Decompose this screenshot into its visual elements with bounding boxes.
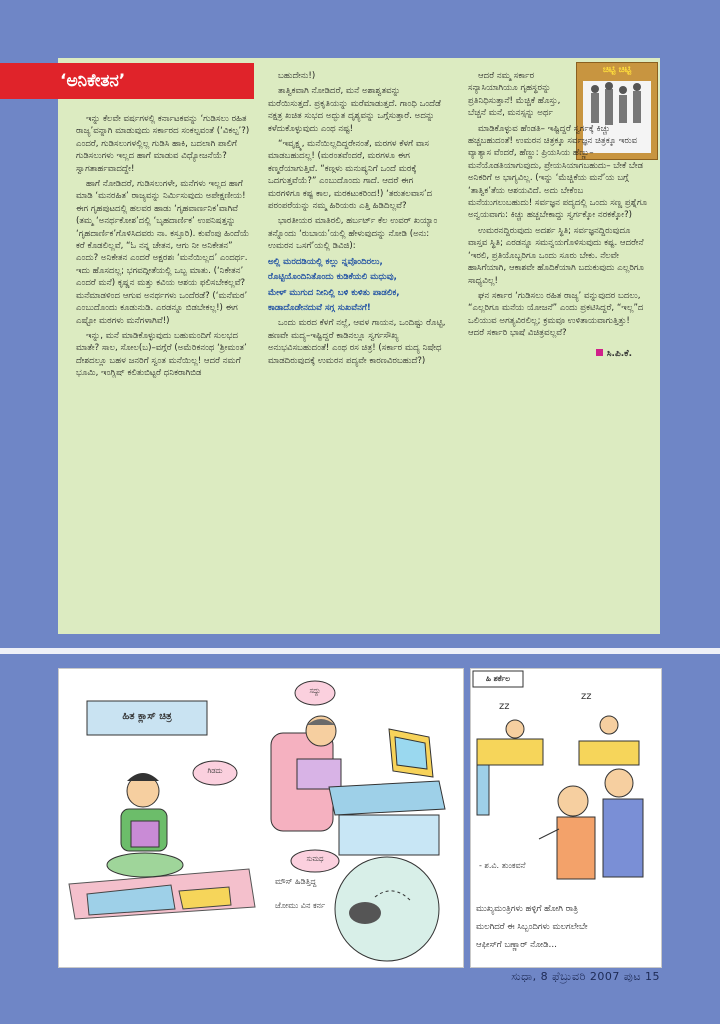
poem-line: ಅಲ್ಲಿ ಮರದಡಿಯಲ್ಲಿ ಕಲ್ಲು ನ್ನವೊಂದಿರಲು, (268, 256, 383, 267)
badge-label: ಚಿಟ್ಟಿ ಚಿಟ್ಟಿ (602, 65, 632, 75)
paragraph: ತಾತ್ವಿಕವಾಗಿ ನೋಡಿದರೆ, ಮನೆ ಅಶಾಶ್ವತವನ್ನು ಮರೆಯಿಸುತ್ತದೆ. ಪ್ರಕೃತಿಯನ್ನು ಮರೆಮಾಡುತ್ತದೆ. ಗಾಂಧಿ ಒಂದೆಡೆ ನಕ್ಷತ್ರ ಖಚಿತ ಸುಭದ ಅದ್ಭುತ ದೃಶ್ಯವನ್ನು ಒಗ್ಗೆಸುತ್ತಾರೆ. ಅದನ್ನು ಕಳೆದುಕೊಳ್ಳುವುದು ಎಂಥ ನಷ್ಟ! (268, 86, 441, 134)
svg-text:zz: zz (581, 691, 592, 702)
artist-signature: - ಶ.ವಿ. ತುಂಕವನೆ (479, 861, 526, 870)
poem-line: ರೊಟ್ಟಿಯೊಂದಿನಿತೊಂದು ಕುಡಿಕೆಯಲಿ ಮಧುವು, (268, 272, 397, 283)
paragraph: ಇನ್ನು, ಮನೆ ಮಾಡಿಕೊಳ್ಳುವುದು ಬಹುಮಂದಿಗೆ ಸುಲಭದ ಮಾತೇ? ಸಾಲ, ಸೋಲ(ಬ)–ವಗ್ಗೆರೆ (ಅಮೆರಿಕನಂಥ ‘ಶ್ರೀಮಂತ’ ದೇಶದಲ್ಲೂ ಬಹಳ ಜನರಿಗೆ ಸ್ವಂತ ಮನೆಯಿಲ್ಲ! ಆದರೆ ನಮಗೆ ಭೂಮಿ, ಇಂಗ್ಲಿಷ್ ಕಲಿತುಬಿಟ್ಟರೆ ಧನಿಕರಾಗಿಬಿಡ (76, 330, 247, 379)
paragraph: ಹಾಗೆ ನೋಡಿದರೆ, ಗುಡಿಸಲುಗಳೇ, ಮನೆಗಳು ಇಲ್ಲದ ಹಾಗೆ ಮಾಡಿ ‘ಮನರಹಿತ’ ರಾಜ್ಯವನ್ನು ನಿರ್ಮಿಸುವುದು ಅಪೇಕ್ಷಣೀಯ! ಈಗ ಗೃಹಪುಟದಲ್ಲಿ ಹಲವರ ಹಾಡು ‘ಗೃಹವಾರ್ಣನಿಕ’ವಾಗಿವೆ (ತಮ್ಮ ‘ಅನರ್ಥಕೋಶ’ದಲ್ಲಿ ‘ಬೃಹದಾರ್ಣಿಕ’ ಉಪನಿಷತ್ತನ್ನು ‘ಗೃಹದಾರ್ಣಿಕ’ಗೊಳಿಸಿದವರು ನಾ. ಕಸ್ತೂರಿ). ಕುವೆಂಪು ಹಿಂದೆಯೆ ಕರೆ ಕೊಡಲಿಲ್ಲವೆ, “ಓ ನನ್ನ ಚೇತನ, ಆಗು ನೀ ಅನಿಕೇತನ” ಎಂದು? ಅನಿಕೇತನ ಎಂದರೆ ಅಕ್ಷರಶಃ ‘ಮನೆಯಿಲ್ಲದ’ ಎಂದರ್ಥ. ಇದು ಹೊಸದಲ್ಲ; ಭಗವದ್ಗೀತೆಯಲ್ಲಿ ಒಬ್ಬ ಮಾತು. (‘ನಿಕೇತನ’ ಎಂದರೆ ಮನೆ) ಕೃಷ್ಣನ ಮತ್ತು ಕವಿಯ ಆಶಯ ಫಲಿಸಬೇಕಲ್ಲವೆ? ಮನೆಮಾಡಳಿಂದ ಆಗುವ ಅನರ್ಥಗಳು ಒಂದೆರಡೆ? (‘ಮನೆಮಠ’ ಎಂಬುದೊಂದು ಕೂಡುನುಡಿ. ಎರಡನ್ನೂ ಬಿಡಬೇಕಲ್ಲ!) ಈಗ ಎಷ್ಟೋ ಮಠಗಳು ಮನೆಗಳಾಗಿವೆ!) (76, 179, 250, 326)
paragraph: ಮಾಡಿಕೊಳ್ಳುವ ಹೆಂಡತಿ– ಇಷ್ಟಿದ್ದರೆ ಸ್ವರ್ಗಕ್ಕೆ ಕಿಚ್ಚು ಹಚ್ಚಬಹುದಂತೆ! ಉಮರನ ಚಿತ್ರಕ್ಕೂ ಸರ್ವಜ್ಞನ ಚಿತ್ರಕ್ಕೂ ಇರುವ ವ್ಯಾತ್ಯಾಸ ವೆಂದರೆ, ಹೆಣ್ಣು: ಪ್ರಿಯಸಿಯ ಹೆಣ್ಣು– ಮನೆಯೊಡತಿಯಾಗುವುದು, ಪ್ರೇಯಸಿಯಾಗಬಹುದು– ಬೇಕೆ ಬೇಡ ಅನಿಕರಿಗೆ ಅ ಭಾಗ್ಯವಿಲ್ಲ. (ಇನ್ನು ‘ಮೆಚ್ಚಿಕೆಯ ಮನೆ’ಯ ಬಗ್ಗೆ ‘ತಾತ್ವಿಕ’ತೆಯ ಆಶಯವಿದೆ. ಅದು ಬೇಕೆಂಬ ಮನೆಯುಗಲುಬಹುದು! ಸರ್ವಜ್ಞನ ಪದ್ಯದಲ್ಲಿ ಒಂದು ಸಣ್ಣ ಪ್ರಶ್ನೆಗೂ ಅನ್ವಯವಾಗು: ಕಿಚ್ಚು ಹಚ್ಚಬೇಕಾದ್ದು ಸ್ವರ್ಗಕ್ಕೋ ನರಕಕ್ಕೋ?) (468, 123, 648, 221)
poem-line: ಕಾಡಾದೊಡೇನದುವೆ ಸಗ್ಗ ಸುಖವೆನಗೆ! (268, 302, 371, 313)
paragraph: ಒಂದು ಮರದ ಕೆಳಗೆ ನಲ್ಲೆ, ಆವಳ ಗಾಯನ, ಒಂದಿಷ್ಟು ರೊಟ್ಟಿ, ಹಣವೇ ಮದ್ಯ–ಇಷ್ಟಿದ್ದರೆ ಕಾಡಿನಲ್ಲೂ ಸ್ವರ್ಗಸೌಖ್ಯ ಅನುಭವಿಸಬಹುದಂತೆ! ಎಂಥ ರಸ ಚಿತ್ರ! (ಸರ್ಕಾರ ಮದ್ಯ ನಿಷೇಧ ಮಾಡದಿರುವುದಕ್ಕೆ ಉಮರನ ಪದ್ಯವೇ ಕಾರಣವಿರಬಹುದೆ?) (268, 318, 446, 366)
poem-line: ಮೇಳ್ ಮುಗುದ ನೀನಿಲ್ಲಿ ಬಳಿ ಕುಳಿತು ಪಾಡಲಿಕ, (268, 287, 400, 298)
cartoon-label-bottom: ಜೋಮು ವಿನ ಕರ್ನ (275, 901, 326, 910)
divider (0, 648, 720, 654)
caption-line: ಮುಖ್ಯಮಂತ್ರಿಗಳು ಹಳ್ಳಿಗೆ ಹೋಗಿ ರಾತ್ರಿ (476, 904, 578, 914)
paragraph: ಬಹುದೇನು!) (278, 71, 316, 81)
svg-text:zz: zz (499, 701, 510, 712)
signature (468, 348, 648, 360)
signature-text: ಸಿ.ಪಿ.ಕೆ. (606, 348, 632, 359)
cartoon-caption (476, 900, 656, 954)
cartoon-banner: ಹಿತ ಕ್ಲಾಸ್ ಚಿತ್ರ (122, 711, 172, 722)
caption-line: ಆಫೀಸ್‌ಗೆ ಬಣ್ಣಾರ್ ನೋಡಿ… (476, 940, 557, 950)
speech-bubble-oval: ಸುಮಧ (306, 855, 324, 863)
cartoon-label-mouse: ಮೌಸ್ ಹಿಡಿತ್ತಿದ್ದ (275, 877, 317, 886)
narrow-block (468, 70, 574, 120)
speech-bubble-left: ಗಿಡದು (207, 767, 223, 775)
paragraph: ಆದರೆ ನಮ್ಮ ಸರ್ಕಾರ ಸನ್ಯಾಸಿಯಾಗಿಯೂ ಗೃಹಸ್ಥರನ್ನು ಪ್ರತಿನಿಧಿಸುತ್ತಾನೆ! ಮೆಚ್ಚಿಕೆ ಹೊಸ್ತು, ಬೆಚ್ಚನೆ ಮನೆ, ಮನಸ್ಸನ್ನು ಅರ್ಥ (468, 71, 561, 119)
paragraph: “ಇವೃಕ್ಷ್ಮ, ಮನೆಯಿಲ್ಲದಿದ್ದರೇನಂತೆ, ಮರಗಳ ಕೆಳಗೆ ವಾಸ ಮಾಡಬಹುದಲ್ಲ! (ಮರಂತವೆಂದರೆ, ಮರಗಳೂ ಈಗ ಕಣ್ಮರೆಯಾಗುತ್ತಿವೆ. “ಕಣ್ಗಳು ಮನುಷ್ಯನಿಗೆ ಒಂದೆ ಮರಕ್ಕೆ ಒದಗುತ್ತವೆಯೆ?” ಎಂಬುದೊಂದು ಗಾದೆ. ಆದರೆ ಈಗ ಮರಗಳಿಗೂ ಕಷ್ಟ ಕಾಲ, ಮರಕಟುಕರಿಂದ!) ‘ತರುತಲವಾಸ’ದ ಪರಂಪರೆಯನ್ನು ನಮ್ಮ ಹಿರಿಯರು ಎತ್ತಿ ಹಿಡಿದಿಲ್ಲವೆ? (268, 139, 433, 212)
paragraph: ಭಾರತೀಯರ ಮಾತಿರಲಿ, ಹರ್ಬರ್ಟ್ ಕೆಲ ಉವರ್ ಖಯ್ಯಾಂ ತನ್ನೊಂದು ‘ರುಬಾಯ’ಯಲ್ಲಿ ಹೇಳುವುದನ್ನು ನೋಡಿ (ಅನು: ಉಮರನ ಒಸಗೆ’ಯಲ್ಲಿ ಡಿವಿಜಿ): (268, 216, 438, 252)
paragraph: ಘನ ಸರ್ಕಾರ ‘ಗುಡಿಸಲು ರಹಿತ ರಾಜ್ಯ’ ವನ್ನುವುದರ ಬದಲು, “ಎಲ್ಲರಿಗೂ ಮನೆಯ ಯೋಜನೆ” ಎಂದು ಪ್ರಕಟಿಸಿದ್ದರೆ, “ಇಲ್ಲ”ದ ಒಲಿಯುವ ಅಗತ್ಯವಿರಲಿಲ್ಲ; ಕ್ರಮವೂ ಉಳಿತಾಯವಾಗುತ್ತಿತ್ತು! ಆದರೆ ಸರ್ಕಾರಿ ಭಾಷೆ ವಿಚಿತ್ರವಲ್ಲವೆ? (468, 290, 644, 339)
paragraph: ಉಮರನದ್ದಿರುವುದು ಅದರ್ಶ ಸ್ಥಿತಿ; ಸರ್ವಜ್ಞನದ್ದಿರುವುದೂ ವಾಸ್ತವ ಸ್ಥಿತಿ; ಎರಡನ್ನೂ ಸಮನ್ವಯಗೊಳಿಸುವುದು ಕಷ್ಟ. ಆದರೇನೆ ‘ಇರಲಿ, ಪ್ರತಿಯೊಬ್ಬರಿಗೂ ಒಂದು ಸೂರು ಬೇಕು. ನೆಲವೇ ಹಾಸಿಗೆಯಾಗಿ, ಆಕಾಶವೇ ಹೊದಿಕೆಯಾಗಿ ಬದುಕುವುದು ಎಲ್ಲರಿಗೂ ಸಾಧ್ಯವಿಲ್ಲ! (468, 225, 645, 286)
cartoon-panel-left (58, 668, 464, 968)
page-footer: ಸುಧಾ, 8 ಫೆಬ್ರುವರಿ 2007 ಪುಟ 15 (511, 970, 660, 983)
paragraph: ಇನ್ನು ಕೆಲವೇ ವರ್ಷಗಳಲ್ಲಿ ಕರ್ನಾಟಕವನ್ನು ‘ಗುಡಿಸಲು ರಹಿತ ರಾಜ್ಯ’ವನ್ನಾಗಿ ಮಾಡುವುದು ಸರ್ಕಾರದ ಸಂಕಲ್ಪವಂತೆ (‘ವಿಕಲ್ಪ’?) ಎಂದರೆ, ಗುಡಿಸಲುಗಳಲ್ಲಿಲ್ಲ ಗುಡಿಸಿ ಹಾಕಿ, ಬದಲಾಗಿ ಪಾಲಿಗೆ ಗುಡಿಸಲುಗಳು ಇಲ್ಲದ ಹಾಗೆ ಮಾಡುವ ವಿಧ್ಯೋಜನೆಯೆ? ಸ್ವಾಗತಾರ್ಹವಾದದ್ದೇ! (76, 114, 250, 174)
caption-line: ಮಲಗಿದರೆ ಈ ಸಿಬ್ಬಂದಿಗಳು ಮಲಗಲೇಬೇ (476, 922, 588, 932)
column-3 (468, 70, 648, 360)
speech-bubble-top: ಸದ್ದು (309, 687, 321, 695)
column-1 (76, 113, 250, 383)
article-title: ‘ಅನಿಕೇತನ’ (0, 63, 254, 99)
cartoon-banner: ಹಿ ಶರ್ಕೆಲ (485, 674, 511, 683)
square-bullet-icon (596, 349, 603, 356)
column-2 (268, 70, 446, 370)
